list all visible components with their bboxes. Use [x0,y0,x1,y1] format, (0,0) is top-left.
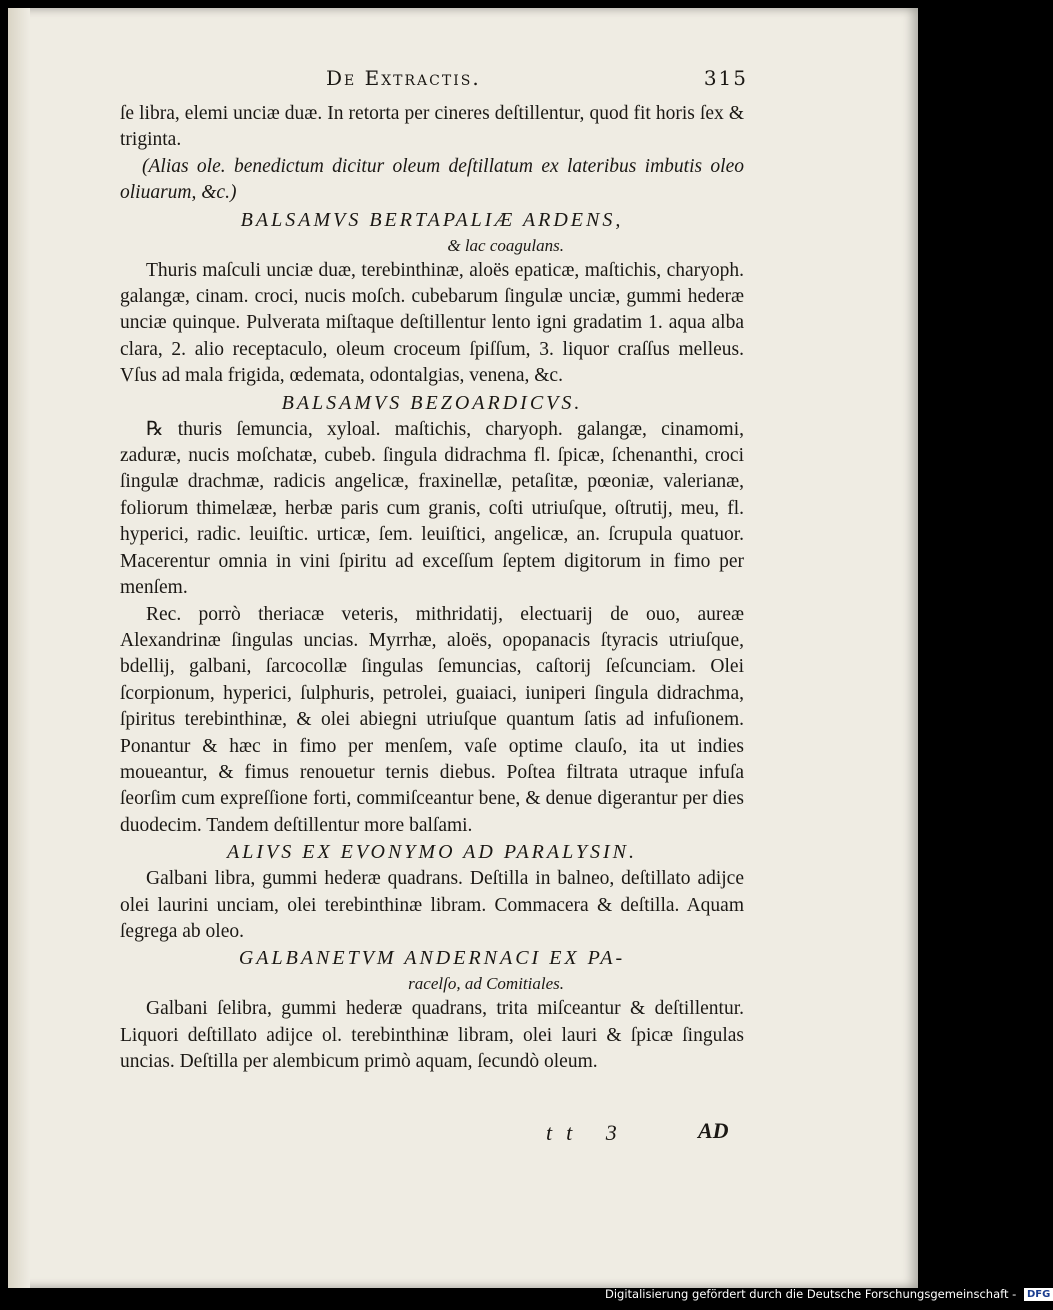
main-text [120,101,744,1076]
paragraph: Galbani ſelibra, gummi hederæ quadrans, trita miſceantur & deſtillentur. Liquori deſtillato adijce ol. terebinthinæ libram, olei lauri & ſpicæ ſingulas uncias. Deſtilla per alembicum primò aquam, ſecundò oleum. [120,998,744,1073]
page-number: 315 [703,66,748,90]
paragraph: Thuris maſculi unciæ duæ, terebinthinæ, aloës epaticæ, maſtichis, charyoph. galangæ, cinam. croci, nucis moſch. cubebarum ſingulæ unciæ, gummi hederæ unciæ quinque. Pulverata miſtaque deſtillentur lento igni gradatim 1. aqua alba clara, 2. alio receptaculo, oleum croceum ſpiſſum, 3. liquor craſſus melleus. Vſus ad mala frigida, œdemata, odontalgias, venena, &c. [120,259,744,387]
page-gutter-shadow [8,8,30,1288]
section-heading: BALSAMVS BERTAPALIÆ ARDENS, [240,208,624,231]
book-page [8,8,918,1288]
paragraph: Rec. porrò theriacæ veteris, mithridatij, electuarij de ouo, aureæ Alexandrinæ ſingulas uncias. Myrrhæ, aloës, opopanacis ſtyracis utriuſque, bdellij, galbani, ſarcocollæ ſingulas ſemuncias, caſtorij ſeſcunciam. Olei ſcorpionum, hyperici, ſulphuris, petrolei, guaiaci, iuniperi ſingula didrachma, ſpiritus terebinthinæ, & olei abiegni utriuſque quantum ſatis ad infuſionem. Ponantur & hæc in fimo per menſem, vaſe optime clauſo, ita ut indies moueantur, & fimus renouetur ternis diebus. Poſtea filtrata utraque infuſa ſeorſim cum expreſſione forti, commiſceantur bene, & denue digerantur per dies duodecim. Tandem deſtillentur more balſami. [120,603,744,836]
dfg-logo: DFG [1024,1288,1053,1301]
section-subheading: & lac coagulans. [447,235,564,255]
running-title: De Extractis. [326,66,481,90]
section-heading: BALSAMVS BEZOARDICVS. [281,391,583,414]
section-heading: ALIVS EX EVONYMO AD PARALYSIN. [227,841,637,864]
section-subheading: racelſo, ad Comitiales. [408,974,564,994]
digitization-credit [605,1287,1053,1301]
signature-mark: tt 3 [546,1120,631,1145]
catchword: AD [698,1118,729,1143]
paragraph: ℞ thuris ſemuncia, xyloal. maſtichis, charyoph. galangæ, cinamomi, zaduræ, nucis moſchatæ, cubeb. ſingula didrachma fl. ſpicæ, ſchenanthi, croci ſingulæ drachmæ, radicis angelicæ, fraxinellæ, petaſitæ, pœoniæ, valerianæ, foliorum thimelææ, herbæ paris cum granis, coſti utriuſque, oſtrutij, meu, fl. hyperici, radic. leuiſtic. urticæ, ſem. leuiſtici, angelicæ, an. ſcrupula quatuor. Macerentur omnia in vini ſpiritu ad exceſſum ſeptem digitorum in fimo per menſem. [120,418,744,599]
credit-text: Digitalisierung gefördert durch die Deutsche Forschungsgemeinschaft - [605,1287,1017,1301]
paragraph: ſe libra, elemi unciæ duæ. In retorta per cineres deſtillentur, quod fit horis ſex & triginta. [120,103,744,151]
paragraph: Galbani libra, gummi hederæ quadrans. Deſtilla in balneo, deſtillato adijce olei laurini unciam, olei terebinthinæ libram. Commacera & deſtilla. Aquam ſegrega ab oleo. [120,868,744,942]
section-heading: GALBANETVM ANDERNACI EX PA- [238,947,626,970]
marginal-note: (Alias ole. benedictum dicitur oleum deſtillatum ex lateribus imbutis oleo oliuarum, &c.) [120,155,744,204]
